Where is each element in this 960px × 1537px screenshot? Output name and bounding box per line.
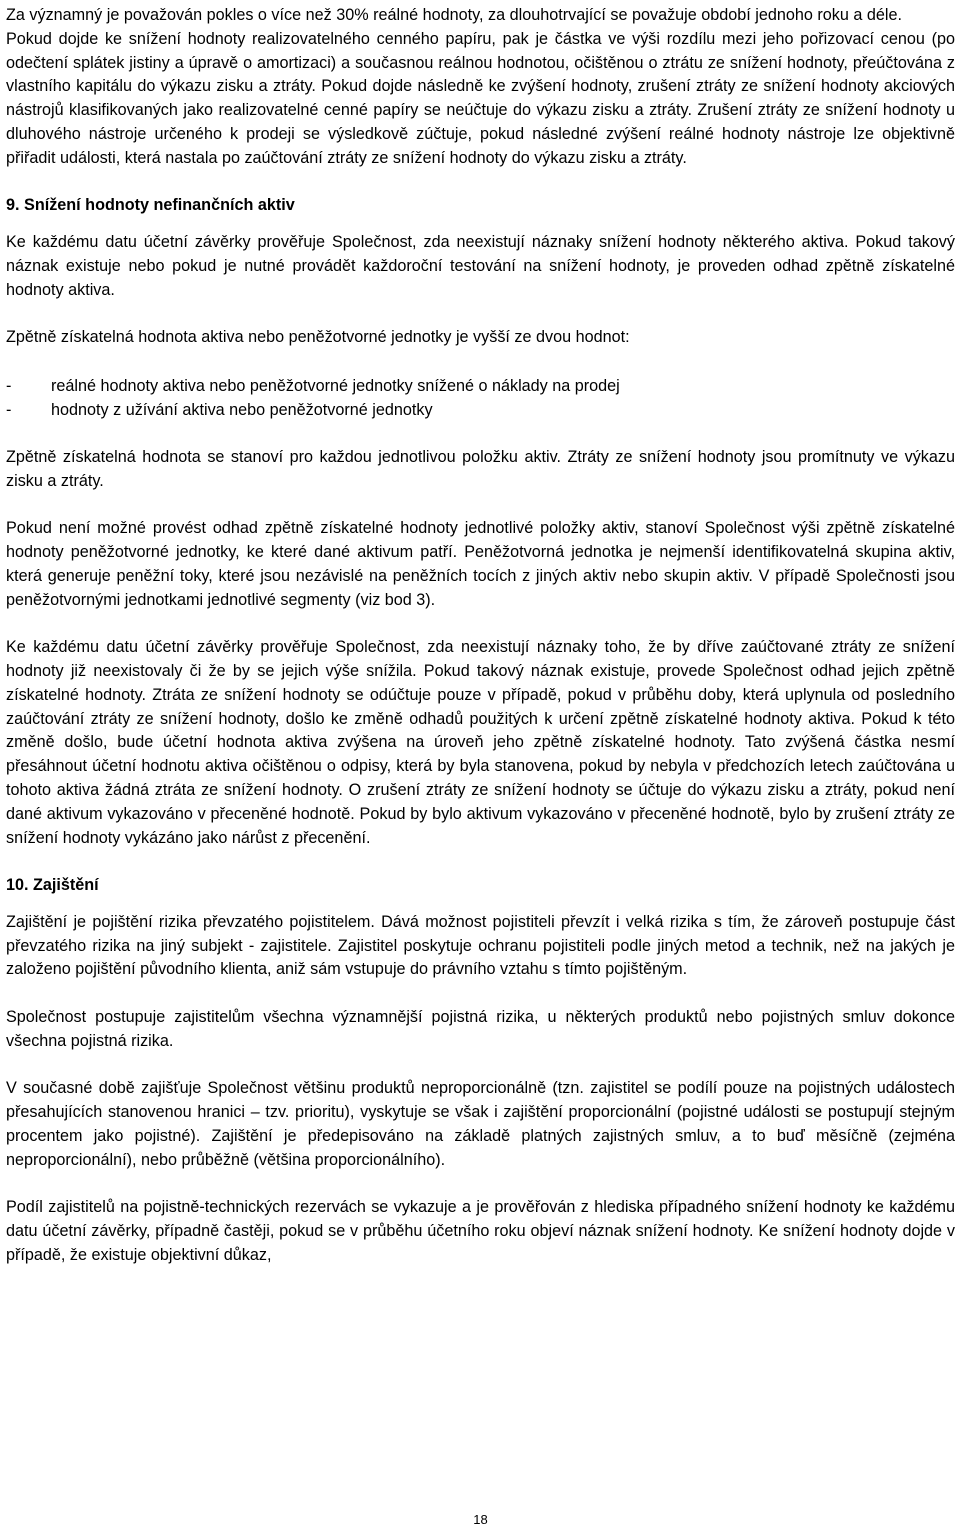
section-10-heading [6, 874, 955, 898]
section-10-paragraph-1: Zajištění je pojištění rizika převzatého pojistitelem. Dává možnost pojistiteli převzít i velká rizika s tím, že zároveň postupuje část převzatého rizika na jiný subjekt - zajistitele. Zajistitel poskytuje ochranu pojistiteli podle jiných metod a technik, než na jakých je založeno pojištění původního klienta, aniž sám vstupuje do právního vztahu s tímto pojištěným. [6, 912, 955, 979]
section-9-heading [6, 194, 955, 218]
page-number: 18 [473, 1512, 488, 1527]
section-9-paragraph-5: Ke každému datu účetní závěrky prověřuje Společnost, zda neexistují náznaky toho, že by dříve zaúčtované ztráty ze snížení hodnoty již neexistovaly či že by se jejich výše snížila. Pokud takový náznak existuje, provede Společnost odhad jejich zpětně získatelné hodnoty. Ztráta ze snížení hodnoty se odúčtuje pouze v případě, pokud v průběhu doby, která uplynula od posledního zaúčtování ztráty ze snížení hodnoty, došlo ke změně odhadů použitých k určení zpětně získatelné hodnoty aktiva. Pokud k této změně došlo, bude účetní hodnota aktiva zvýšena na úroveň jeho zpětně získatelné hodnoty. Tato zvýšená částka nesmí přesáhnout účetní hodnotu aktiva očištěnou o odpisy, která by byla stanovena, pokud by nebyla v předchozích letech zaúčtována u tohoto aktiva žádná ztráta ze snížení hodnoty. O zrušení ztráty ze snížení hodnoty se účtuje do výkazu zisku a ztráty, pokud není dané aktivum vykazováno v přeceněné hodnotě. Pokud by bylo aktivum vykazováno v přeceněné hodnotě, bylo by zrušení ztráty ze snížení hodnoty vykázáno jako nárůst z přecenění. [6, 638, 955, 847]
intro-paragraph-1: Za významný je považován pokles o více než 30% reálné hodnoty, za dlouhotrvající se považuje období jednoho roku a déle. [6, 6, 902, 24]
section-9-paragraph-4: Pokud není možné provést odhad zpětně získatelné hodnoty jednotlivé položky aktiv, stanoví Společnost výši zpětně získatelné hodnoty peněžotvorné jednotky, ke které dané aktivum patří. Peněžotvorná jednotka je nejmenší identifikovatelná skupina aktiv, která generuje peněžní toky, které jsou nezávislé na peněžních tocích z jiných aktiv nebo skupin aktiv. V případě Společnosti jsou peněžotvornými jednotkami jednotlivé segmenty (viz bod 3). [6, 519, 955, 609]
section-9-paragraph-2: Zpětně získatelná hodnota aktiva nebo peněžotvorné jednotky je vyšší ze dvou hodnot: [6, 328, 630, 347]
list-item-text: reálné hodnoty aktiva nebo peněžotvorné jednotky snížené o náklady na prodej [51, 376, 620, 395]
list-item [6, 374, 955, 398]
list-bullet: - [6, 400, 12, 419]
list-item [6, 398, 955, 422]
section-9-number: 9. [6, 196, 20, 215]
section-9-paragraph-3: Zpětně získatelná hodnota se stanoví pro každou jednotlivou položku aktiv. Ztráty ze snížení hodnoty jsou promítnuty ve výkazu zisku a ztráty. [6, 447, 955, 490]
intro-paragraph-2: Pokud dojde ke snížení hodnoty realizovatelného cenného papíru, pak je částka ve výši rozdílu mezi jeho pořizovací cenou (po odečtení splátek jistiny a úpravě o amortizaci) a současnou reálnou hodnotou, očištěnou o ztrátu ze snížení hodnoty, přeúčtována z vlastního kapitálu do výkazu zisku a ztráty. Pokud dojde následně ke zvýšení hodnoty, zrušení ztráty ze snížení hodnoty akciových nástrojů klasifikovaných jako realizovatelné cenné papíry se neúčtuje do výkazu zisku a ztráty. Zrušení ztráty ze snížení hodnoty u dluhového nástroje určeného k prodeji se výsledkově zúčtuje, pokud následné zvýšení reálné hodnoty nástroje lze objektivně přiřadit události, která nastala po zaúčtování ztráty ze snížení hodnoty do výkazu zisku a ztráty. [6, 29, 955, 167]
recoverable-value-list [6, 374, 955, 422]
list-bullet: - [6, 376, 12, 395]
document-page [6, 0, 955, 1537]
section-9-paragraph-1: Ke každému datu účetní závěrky prověřuje Společnost, zda neexistují náznaky snížení hodnoty některého aktiva. Pokud takový náznak existuje nebo pokud je nutné provádět každoroční testování na snížení hodnoty, je proveden odhad zpětně získatelné hodnoty aktiva. [6, 233, 955, 299]
section-10-number: 10. [6, 876, 29, 895]
section-10-title: Zajištění [33, 876, 99, 895]
section-10-paragraph-2: Společnost postupuje zajistitelům všechna významnější pojistná rizika, u některých produktů nebo pojistných smluv dokonce všechna pojistná rizika. [6, 1008, 955, 1050]
section-10-paragraph-4: Podíl zajistitelů na pojistně-technických rezervách se vykazuje a je prověřován z hlediska případného snížení hodnoty ke každému datu účetní závěrky, případně častěji, pokud se v průběhu účetního roku objeví náznak snížení hodnoty. Ke snížení hodnoty dojde v případě, že existuje objektivní důkaz, [6, 1198, 955, 1265]
section-9-title: Snížení hodnoty nefinančních aktiv [24, 196, 295, 215]
section-10-paragraph-3: V současné době zajišťuje Společnost většinu produktů neproporcionálně (tzn. zajistitel se podílí pouze na pojistných událostech přesahujících stanovenou hranici – tzv. prioritu), vyskytuje se však i zajištění proporcionální (pojistné události se postupují stejným procentem jako pojistné). Zajištění je předepisováno na základě platných zajistných smluv, a to buď měsíčně (zejména neproporcionální), nebo průběžně (většina proporcionálního). [6, 1079, 955, 1169]
list-item-text: hodnoty z užívání aktiva nebo peněžotvorné jednotky [51, 400, 433, 419]
